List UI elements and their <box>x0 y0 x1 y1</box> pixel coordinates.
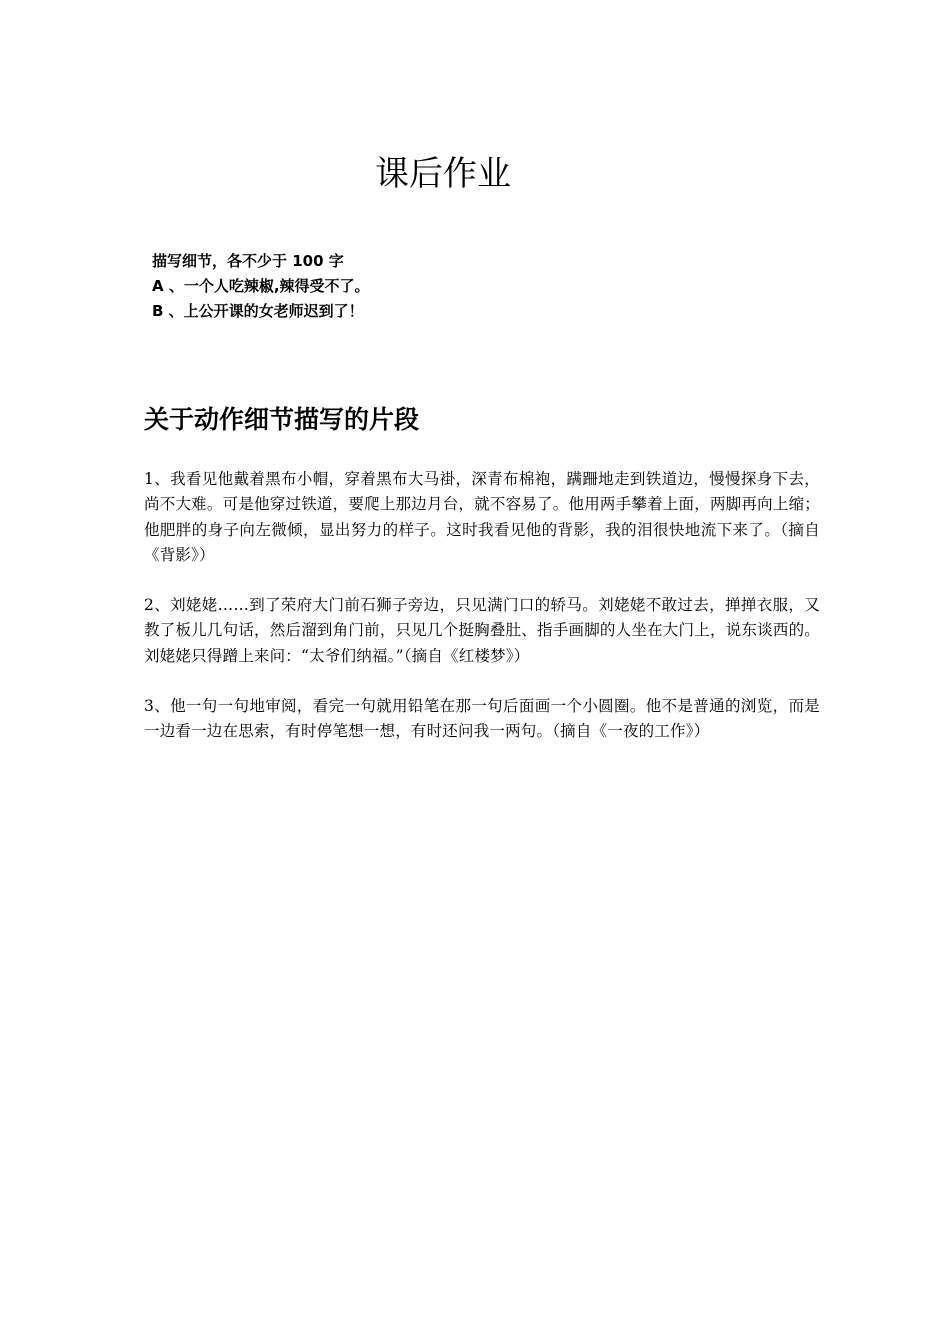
excerpt-paragraph-2: 2、刘姥姥……到了荣府大门前石狮子旁边，只见满门口的轿马。刘姥姥不敢过去，掸掸衣服，又教了板儿几句话，然后溜到角门前，只见几个挺胸叠肚、指手画脚的人坐在大门上，说东谈西的。刘姥姥只得蹭上来问：“太爷们纳福。”（摘自《红楼梦》） <box>144 596 820 665</box>
excerpt-paragraph-3: 3、他一句一句地审阅，看完一句就用铅笔在那一句后面画一个小圆圈。他不是普通的浏览，而是一边看一边在思索，有时停笔想一想，有时还问我一两句。（摘自《一夜的工作》） <box>144 697 820 741</box>
excerpt-paragraph-1: 1、我看见他戴着黑布小帽，穿着黑布大马褂，深青布棉袍，蹒跚地走到铁道边，慢慢探身下去，尚不大难。可是他穿过铁道，要爬上那边月台，就不容易了。他用两手攀着上面，两脚再向上缩；他肥胖的身子向左微倾，显出努力的样子。这时我看见他的背影，我的泪很快地流下来了。（摘自《背影》） <box>144 470 820 564</box>
assignment-item-b: B 、上公开课的女老师迟到了！ <box>152 302 364 320</box>
assignment-block <box>152 249 370 324</box>
assignment-item-a: A 、一个人吃辣椒,辣得受不了。 <box>152 277 370 295</box>
section-heading: 关于动作细节描写的片段 <box>144 405 420 434</box>
assignment-instruction: 描写细节，各不少于 100 字 <box>152 252 344 270</box>
page-title: 课后作业 <box>375 154 511 194</box>
